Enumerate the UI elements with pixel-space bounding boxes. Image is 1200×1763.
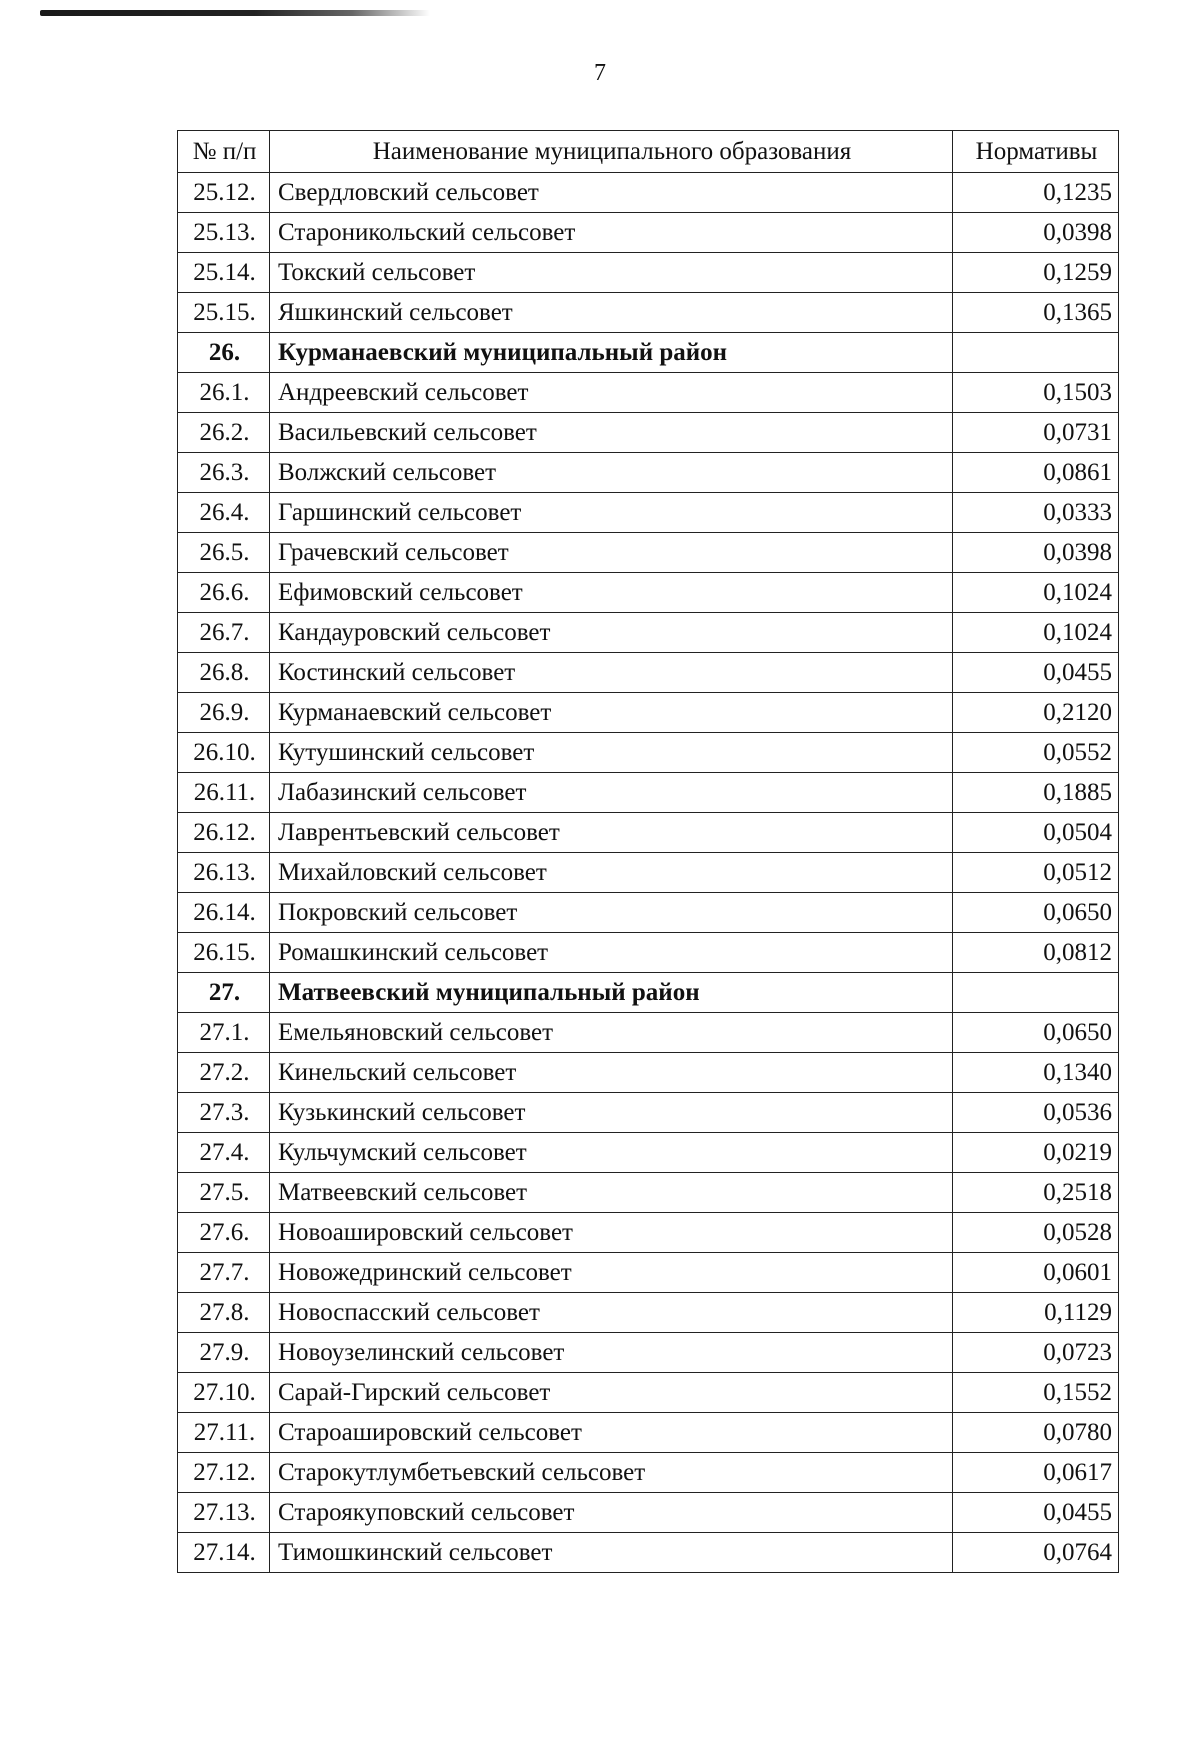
section-row <box>178 973 1119 1013</box>
table-row <box>178 1093 1119 1133</box>
row-name-cell: Яшкинский сельсовет <box>270 293 953 333</box>
norms-table <box>177 130 1119 1573</box>
row-value-cell: 0,0617 <box>953 1453 1119 1493</box>
table-row <box>178 773 1119 813</box>
table-row <box>178 853 1119 893</box>
table-row <box>178 1253 1119 1293</box>
section-row <box>178 333 1119 373</box>
row-number-cell: 26.5. <box>178 533 270 573</box>
row-value-cell: 0,1024 <box>953 573 1119 613</box>
row-value-cell: 0,1503 <box>953 373 1119 413</box>
table-row <box>178 1013 1119 1053</box>
row-value-cell: 0,1129 <box>953 1293 1119 1333</box>
row-value-cell: 0,1885 <box>953 773 1119 813</box>
table-row <box>178 293 1119 333</box>
row-value-cell: 0,1365 <box>953 293 1119 333</box>
row-number-cell: 27.8. <box>178 1293 270 1333</box>
row-name-cell: Староякуповский сельсовет <box>270 1493 953 1533</box>
row-number-cell: 27.13. <box>178 1493 270 1533</box>
table-row <box>178 733 1119 773</box>
table-body <box>178 173 1119 1573</box>
table-row <box>178 373 1119 413</box>
row-number-cell: 27. <box>178 973 270 1013</box>
table-row <box>178 1333 1119 1373</box>
row-name-cell: Матвеевский сельсовет <box>270 1173 953 1213</box>
table-row <box>178 573 1119 613</box>
table-row <box>178 1173 1119 1213</box>
row-name-cell: Матвеевский муниципальный район <box>270 973 953 1013</box>
table-row <box>178 813 1119 853</box>
row-name-cell: Кандауровский сельсовет <box>270 613 953 653</box>
row-value-cell: 0,0601 <box>953 1253 1119 1293</box>
row-name-cell: Емельяновский сельсовет <box>270 1013 953 1053</box>
row-number-cell: 26.4. <box>178 493 270 533</box>
row-value-cell <box>953 333 1119 373</box>
row-value-cell: 0,1235 <box>953 173 1119 213</box>
row-value-cell: 0,0723 <box>953 1333 1119 1373</box>
table-row <box>178 493 1119 533</box>
row-name-cell: Свердловский сельсовет <box>270 173 953 213</box>
row-number-cell: 26.14. <box>178 893 270 933</box>
header-row <box>178 131 1119 173</box>
header-name: Наименование муниципального образования <box>270 131 953 173</box>
row-number-cell: 25.13. <box>178 213 270 253</box>
row-value-cell: 0,0219 <box>953 1133 1119 1173</box>
row-name-cell: Лабазинский сельсовет <box>270 773 953 813</box>
table-header <box>178 131 1119 173</box>
row-name-cell: Кульчумский сельсовет <box>270 1133 953 1173</box>
row-number-cell: 27.9. <box>178 1333 270 1373</box>
row-name-cell: Васильевский сельсовет <box>270 413 953 453</box>
row-name-cell: Староникольский сельсовет <box>270 213 953 253</box>
row-number-cell: 25.12. <box>178 173 270 213</box>
row-value-cell: 0,1340 <box>953 1053 1119 1093</box>
row-name-cell: Старокутлумбетьевский сельсовет <box>270 1453 953 1493</box>
row-name-cell: Михайловский сельсовет <box>270 853 953 893</box>
row-number-cell: 26.3. <box>178 453 270 493</box>
row-value-cell: 0,0455 <box>953 1493 1119 1533</box>
row-name-cell: Ефимовский сельсовет <box>270 573 953 613</box>
row-number-cell: 27.5. <box>178 1173 270 1213</box>
row-value-cell: 0,0536 <box>953 1093 1119 1133</box>
row-number-cell: 27.7. <box>178 1253 270 1293</box>
table-row <box>178 693 1119 733</box>
row-name-cell: Новоспасский сельсовет <box>270 1293 953 1333</box>
row-name-cell: Токский сельсовет <box>270 253 953 293</box>
table-row <box>178 453 1119 493</box>
row-value-cell: 0,0764 <box>953 1533 1119 1573</box>
table-row <box>178 1373 1119 1413</box>
table-row <box>178 413 1119 453</box>
row-number-cell: 27.4. <box>178 1133 270 1173</box>
row-number-cell: 27.6. <box>178 1213 270 1253</box>
row-name-cell: Новоузелинский сельсовет <box>270 1333 953 1373</box>
table-row <box>178 1453 1119 1493</box>
row-name-cell: Андреевский сельсовет <box>270 373 953 413</box>
row-number-cell: 26.15. <box>178 933 270 973</box>
row-value-cell: 0,1552 <box>953 1373 1119 1413</box>
table-row <box>178 933 1119 973</box>
row-number-cell: 26.2. <box>178 413 270 453</box>
row-name-cell: Тимошкинский сельсовет <box>270 1533 953 1573</box>
row-number-cell: 27.11. <box>178 1413 270 1453</box>
row-name-cell: Покровский сельсовет <box>270 893 953 933</box>
row-number-cell: 25.14. <box>178 253 270 293</box>
row-value-cell: 0,0552 <box>953 733 1119 773</box>
row-number-cell: 26.12. <box>178 813 270 853</box>
row-name-cell: Староашировский сельсовет <box>270 1413 953 1453</box>
row-value-cell: 0,0528 <box>953 1213 1119 1253</box>
row-number-cell: 25.15. <box>178 293 270 333</box>
row-number-cell: 26.7. <box>178 613 270 653</box>
table-row <box>178 1533 1119 1573</box>
table-row <box>178 1213 1119 1253</box>
row-number-cell: 27.14. <box>178 1533 270 1573</box>
row-value-cell: 0,1259 <box>953 253 1119 293</box>
table-row <box>178 253 1119 293</box>
table-row <box>178 213 1119 253</box>
row-name-cell: Курманаевский муниципальный район <box>270 333 953 373</box>
row-value-cell: 0,0731 <box>953 413 1119 453</box>
row-value-cell: 0,0398 <box>953 213 1119 253</box>
row-number-cell: 27.2. <box>178 1053 270 1093</box>
row-value-cell: 0,0504 <box>953 813 1119 853</box>
row-number-cell: 26.6. <box>178 573 270 613</box>
row-number-cell: 27.10. <box>178 1373 270 1413</box>
row-name-cell: Ромашкинский сельсовет <box>270 933 953 973</box>
table-row <box>178 533 1119 573</box>
row-number-cell: 26.13. <box>178 853 270 893</box>
row-value-cell: 0,0333 <box>953 493 1119 533</box>
row-value-cell: 0,0512 <box>953 853 1119 893</box>
row-name-cell: Кутушинский сельсовет <box>270 733 953 773</box>
row-number-cell: 26.1. <box>178 373 270 413</box>
row-number-cell: 27.1. <box>178 1013 270 1053</box>
row-number-cell: 26. <box>178 333 270 373</box>
row-name-cell: Курманаевский сельсовет <box>270 693 953 733</box>
row-name-cell: Волжский сельсовет <box>270 453 953 493</box>
page-number: 7 <box>594 60 606 86</box>
row-value-cell: 0,0780 <box>953 1413 1119 1453</box>
row-name-cell: Грачевский сельсовет <box>270 533 953 573</box>
row-value-cell: 0,0812 <box>953 933 1119 973</box>
table-row <box>178 1293 1119 1333</box>
row-number-cell: 26.11. <box>178 773 270 813</box>
row-number-cell: 26.8. <box>178 653 270 693</box>
row-name-cell: Гаршинский сельсовет <box>270 493 953 533</box>
row-value-cell: 0,0650 <box>953 1013 1119 1053</box>
row-value-cell: 0,0455 <box>953 653 1119 693</box>
row-value-cell: 0,2518 <box>953 1173 1119 1213</box>
row-value-cell: 0,0650 <box>953 893 1119 933</box>
table-row <box>178 653 1119 693</box>
row-value-cell: 0,1024 <box>953 613 1119 653</box>
row-name-cell: Лаврентьевский сельсовет <box>270 813 953 853</box>
table-row <box>178 1493 1119 1533</box>
table-row <box>178 1053 1119 1093</box>
row-value-cell: 0,0861 <box>953 453 1119 493</box>
row-number-cell: 27.3. <box>178 1093 270 1133</box>
header-value: Нормативы <box>953 131 1119 173</box>
table-row <box>178 173 1119 213</box>
row-number-cell: 27.12. <box>178 1453 270 1493</box>
table-row <box>178 893 1119 933</box>
table-row <box>178 1413 1119 1453</box>
row-number-cell: 26.9. <box>178 693 270 733</box>
header-number: № п/п <box>178 131 270 173</box>
row-name-cell: Кузькинский сельсовет <box>270 1093 953 1133</box>
row-name-cell: Костинский сельсовет <box>270 653 953 693</box>
row-value-cell: 0,2120 <box>953 693 1119 733</box>
table-row <box>178 613 1119 653</box>
row-name-cell: Новожедринский сельсовет <box>270 1253 953 1293</box>
table-row <box>178 1133 1119 1173</box>
row-name-cell: Кинельский сельсовет <box>270 1053 953 1093</box>
row-value-cell: 0,0398 <box>953 533 1119 573</box>
row-name-cell: Новоашировский сельсовет <box>270 1213 953 1253</box>
row-name-cell: Сарай-Гирский сельсовет <box>270 1373 953 1413</box>
row-value-cell <box>953 973 1119 1013</box>
scan-edge-mark <box>40 10 430 16</box>
row-number-cell: 26.10. <box>178 733 270 773</box>
